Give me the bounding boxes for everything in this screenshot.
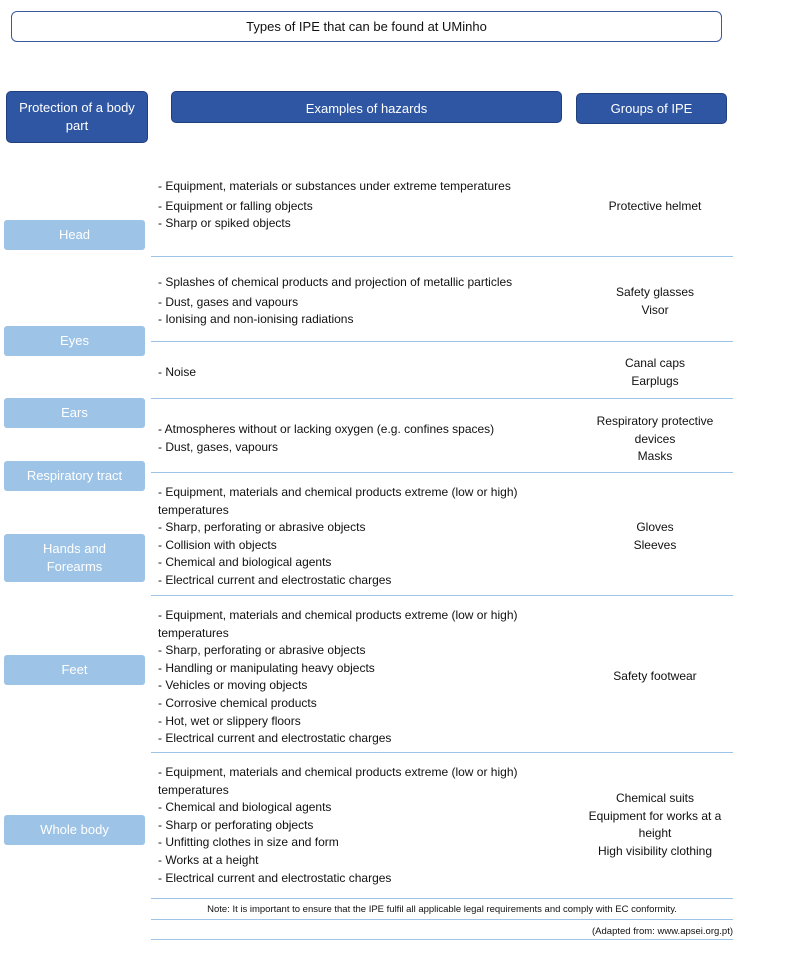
hazards-head bbox=[158, 178, 528, 233]
hazard-item: - Equipment, materials and chemical products extreme (low or high) temperatures bbox=[158, 765, 518, 797]
hazard-item: - Sharp or perforating objects bbox=[158, 817, 314, 832]
body-part-respiratory-tract: Respiratory tract bbox=[4, 461, 145, 491]
body-part-feet: Feet bbox=[4, 655, 145, 685]
hazard-item: - Corrosive chemical products bbox=[158, 695, 317, 710]
group-item: Visor bbox=[641, 302, 669, 317]
group-item: Masks bbox=[637, 449, 673, 463]
hazard-item: - Collision with objects bbox=[158, 537, 277, 552]
body-part-hands-forearms bbox=[4, 534, 145, 582]
hazards-feet bbox=[158, 607, 528, 748]
hazards-respiratory bbox=[158, 421, 528, 456]
group-item: Safety footwear bbox=[613, 669, 697, 683]
groups-respiratory bbox=[580, 413, 730, 466]
hazard-item: - Electrical current and electrostatic charges bbox=[158, 731, 392, 746]
hazard-item: - Unfitting clothes in size and form bbox=[158, 835, 339, 850]
hazard-item: - Chemical and biological agents bbox=[158, 800, 332, 815]
row-divider bbox=[151, 398, 733, 399]
hazard-item: - Equipment, materials and chemical products extreme (low or high) temperatures bbox=[158, 485, 518, 517]
hazards-whole-body bbox=[158, 764, 528, 887]
groups-whole-body bbox=[580, 790, 730, 860]
groups-ears bbox=[580, 355, 730, 390]
row-divider bbox=[151, 898, 733, 899]
group-item: Chemical suits bbox=[615, 791, 695, 805]
body-part-head: Head bbox=[4, 220, 145, 250]
group-item: Protective helmet bbox=[608, 199, 702, 213]
hazard-item: - Equipment, materials or substances under extreme temperatures bbox=[158, 179, 511, 193]
hazards-ears bbox=[158, 364, 528, 382]
group-item: Sleeves bbox=[633, 537, 677, 552]
body-part-whole-body: Whole body bbox=[4, 815, 145, 845]
row-divider bbox=[151, 752, 733, 753]
hazard-item: - Sharp, perforating or abrasive objects bbox=[158, 520, 366, 535]
hazard-item: - Chemical and biological agents bbox=[158, 555, 332, 570]
header-hazards: Examples of hazards bbox=[171, 91, 562, 123]
hazard-item: - Atmospheres without or lacking oxygen (e.g. confines spaces) bbox=[158, 422, 495, 436]
header-groups: Groups of IPE bbox=[576, 93, 727, 124]
hazard-item: - Sharp or spiked objects bbox=[158, 216, 291, 231]
hazard-item: - Equipment or falling objects bbox=[158, 198, 313, 213]
group-item: Respiratory protective devices bbox=[596, 414, 714, 446]
row-divider bbox=[151, 919, 733, 920]
group-item: Equipment for works at a height bbox=[588, 808, 722, 840]
group-item: Gloves bbox=[636, 520, 674, 534]
page-title: Types of IPE that can be found at UMinho bbox=[11, 11, 722, 42]
header-body-part: Protection of a body part bbox=[6, 91, 148, 143]
groups-hands bbox=[580, 519, 730, 554]
hazards-hands bbox=[158, 484, 528, 590]
row-divider bbox=[151, 256, 733, 257]
hazard-item: - Sharp, perforating or abrasive objects bbox=[158, 643, 366, 658]
hazard-item: - Handling or manipulating heavy objects bbox=[158, 660, 375, 675]
row-divider bbox=[151, 472, 733, 473]
hazard-item: - Vehicles or moving objects bbox=[158, 678, 308, 693]
hazard-item: - Equipment, materials and chemical products extreme (low or high) temperatures bbox=[158, 608, 518, 640]
hazard-item: - Dust, gases, vapours bbox=[158, 439, 279, 454]
group-item: High visibility clothing bbox=[597, 843, 713, 858]
hazard-item: - Hot, wet or slippery floors bbox=[158, 713, 301, 728]
row-divider bbox=[151, 341, 733, 342]
group-item: Canal caps bbox=[624, 356, 686, 370]
row-divider bbox=[151, 939, 733, 940]
group-item: Safety glasses bbox=[615, 285, 695, 299]
hazard-item: - Works at a height bbox=[158, 852, 259, 867]
body-part-label: Hands and Forearms bbox=[43, 541, 106, 574]
hazard-item: - Electrical current and electrostatic charges bbox=[158, 572, 392, 587]
row-divider bbox=[151, 595, 733, 596]
hazard-item: - Dust, gases and vapours bbox=[158, 294, 299, 309]
groups-feet bbox=[580, 668, 730, 686]
hazard-item: - Electrical current and electrostatic charges bbox=[158, 870, 392, 885]
source-citation: (Adapted from: www.apsei.org.pt) bbox=[592, 926, 733, 937]
groups-eyes bbox=[580, 284, 730, 319]
hazard-item: - Splashes of chemical products and projection of metallic particles bbox=[158, 275, 513, 289]
group-item: Earplugs bbox=[631, 373, 679, 388]
hazards-eyes bbox=[158, 274, 528, 329]
hazard-item: - Noise bbox=[158, 365, 197, 379]
body-part-eyes: Eyes bbox=[4, 326, 145, 356]
groups-head bbox=[580, 198, 730, 216]
body-part-ears: Ears bbox=[4, 398, 145, 428]
hazard-item: - Ionising and non-ionising radiations bbox=[158, 312, 354, 327]
legal-note: Note: It is important to ensure that the IPE fulfil all applicable legal requirements and comply with EC conformity. bbox=[207, 904, 677, 915]
